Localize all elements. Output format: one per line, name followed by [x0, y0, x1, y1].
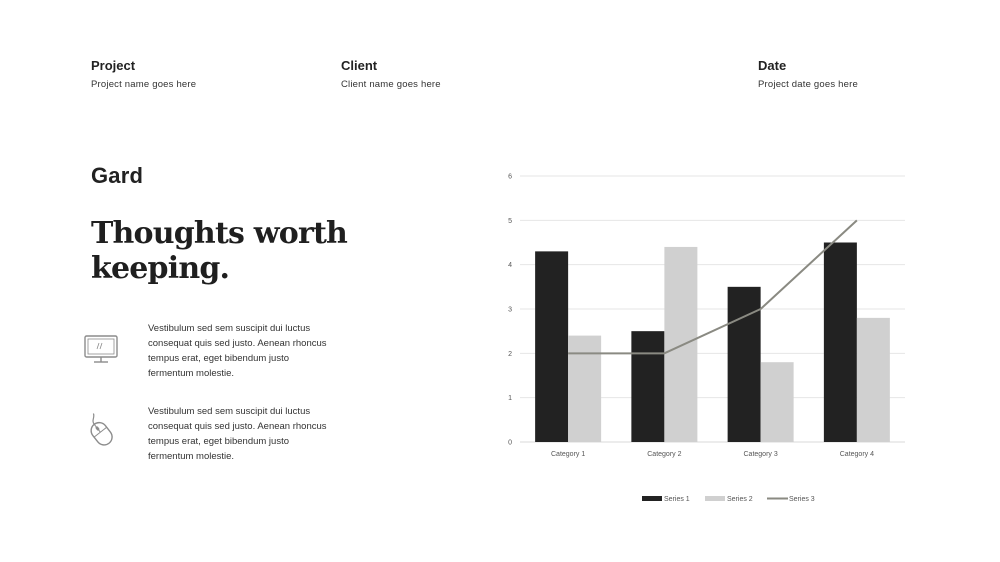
x-tick-label: Category 4: [839, 451, 874, 458]
chart: [490, 160, 920, 520]
y-tick-label: 5: [508, 217, 512, 225]
legend-label: Series 3: [789, 496, 815, 503]
brand-name: Gard: [91, 163, 144, 188]
project-value: Project name goes here: [91, 79, 197, 90]
client-value: Client name goes here: [341, 79, 441, 90]
bar: [664, 247, 697, 442]
bar: [568, 336, 601, 442]
x-tick-label: Category 3: [743, 451, 778, 458]
meta-date: [758, 58, 858, 91]
y-tick-label: 4: [508, 262, 512, 270]
meta-project: [91, 58, 196, 91]
bar: [824, 243, 857, 443]
bar: [631, 331, 664, 442]
x-tick-label: Category 2: [647, 451, 682, 458]
date-label: Date: [758, 58, 787, 73]
legend-swatch: [642, 496, 662, 501]
legend-swatch: [705, 496, 725, 501]
y-tick-label: 3: [508, 306, 512, 314]
feature-text: Vestibulum sed sem suscipit dui luctus consequat quis sed justo. Aenean rhoncus tempus erat, eget bibendum justo fermentum molestie.: [148, 406, 327, 462]
legend-label: Series 1: [664, 496, 690, 503]
bar: [728, 287, 761, 442]
legend-label: Series 2: [727, 496, 753, 503]
meta-client: [341, 58, 441, 91]
feature-text: Vestibulum sed sem suscipit dui luctus consequat quis sed justo. Aenean rhoncus tempus erat, eget bibendum justo fermentum molestie.: [148, 323, 327, 379]
bar: [761, 362, 794, 442]
project-label: Project: [91, 58, 136, 73]
series-3-line: [568, 220, 857, 353]
client-label: Client: [341, 58, 378, 73]
bar: [857, 318, 890, 442]
y-tick-label: 2: [508, 350, 512, 358]
bar: [535, 251, 568, 442]
mouse-icon: [82, 412, 120, 450]
y-tick-label: 0: [508, 439, 512, 447]
y-tick-label: 6: [508, 173, 512, 181]
date-value: Project date goes here: [758, 79, 858, 90]
chart-svg: [490, 160, 920, 520]
y-tick-label: 1: [508, 395, 512, 403]
monitor-icon: [82, 329, 120, 367]
headline: Thoughts worth keeping.: [91, 216, 348, 286]
x-tick-label: Category 1: [551, 451, 586, 458]
